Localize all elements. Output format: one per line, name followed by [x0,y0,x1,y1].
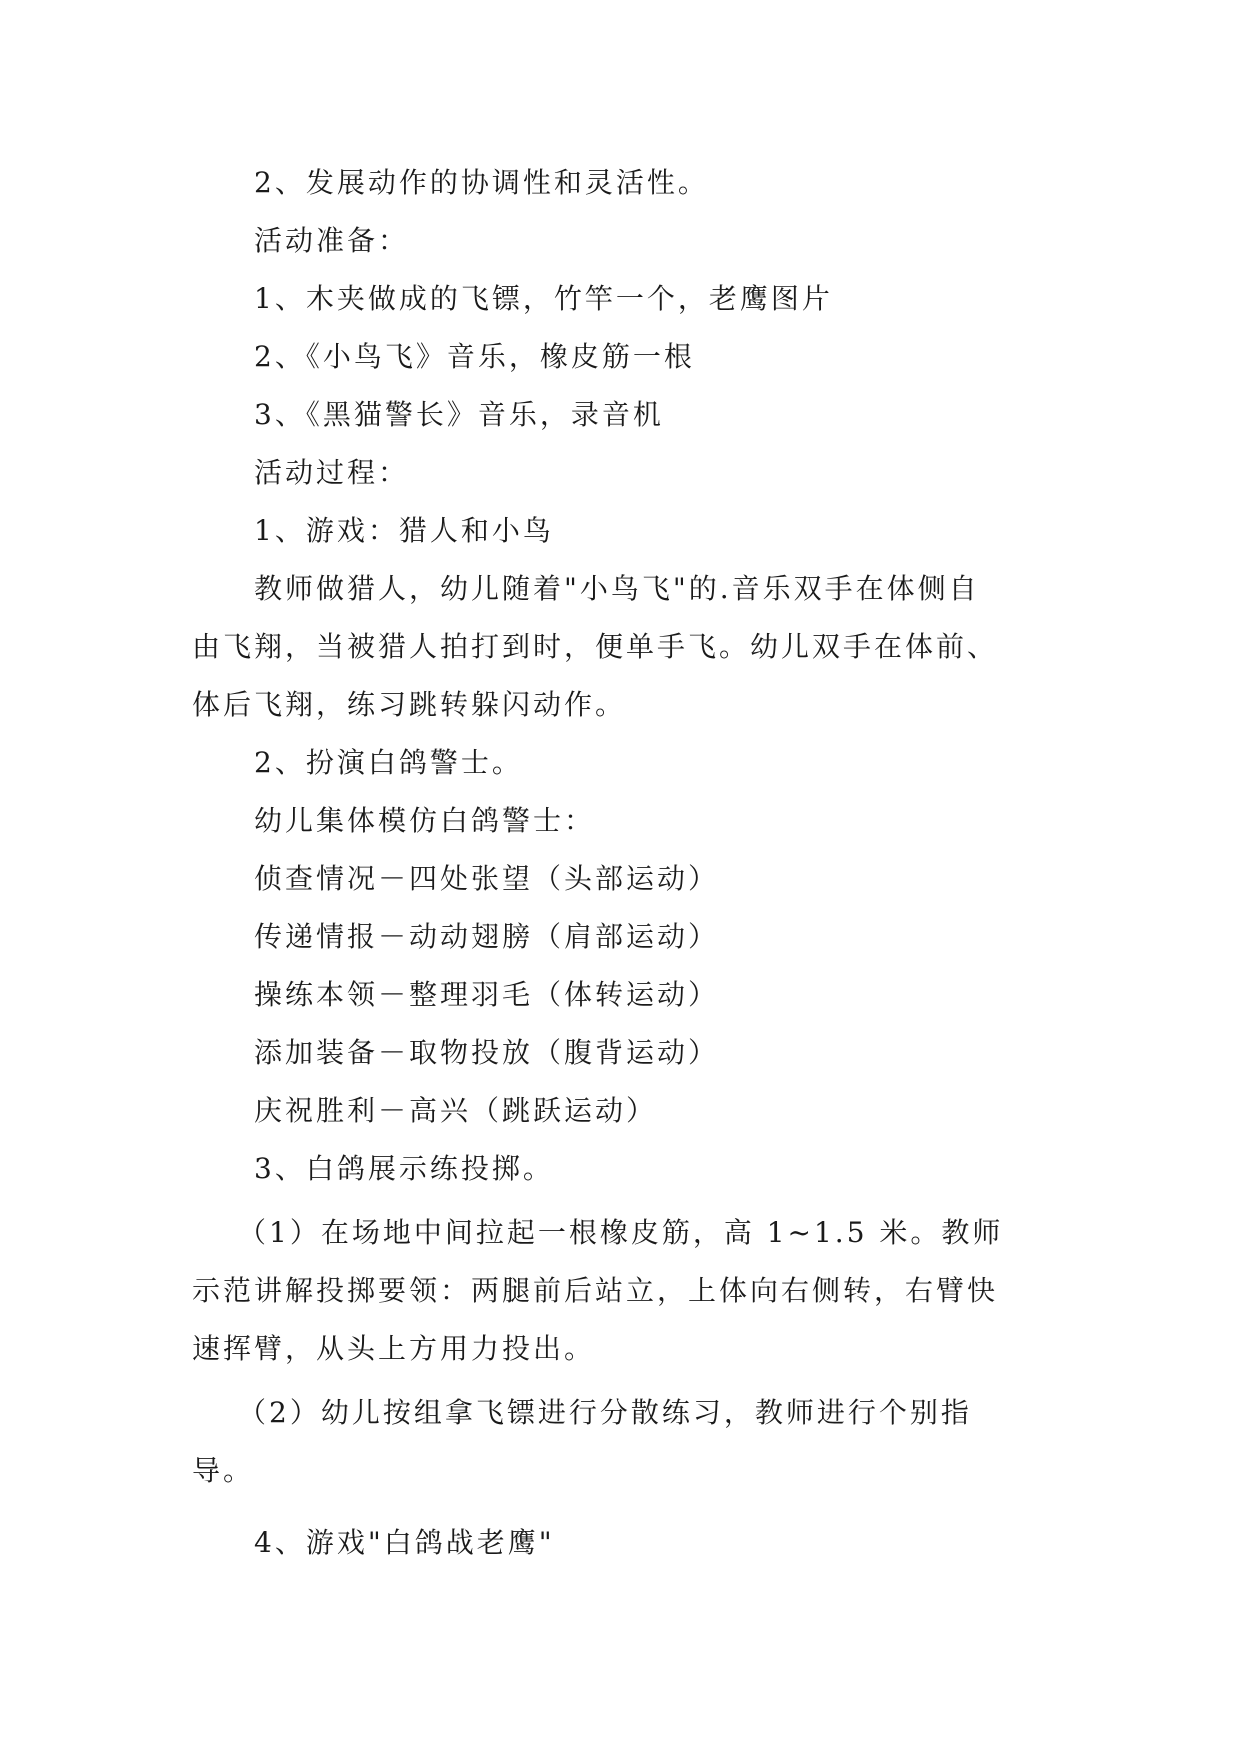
step-2-heading: 2、扮演白鸽警士。 [254,746,523,779]
step-3-heading: 3、白鸽展示练投掷。 [254,1152,554,1185]
paragraph-line: 体后飞翔，练习跳转躲闪动作。 [192,688,627,721]
paragraph-line: 教师做猎人，幼儿随着"小鸟飞"的.音乐双手在体侧自 [254,572,980,605]
step-1-heading: 1、游戏：猎人和小鸟 [254,514,554,547]
step-3-paragraph-2 [192,1384,1052,1500]
paragraph-line: （1）在场地中间拉起一根橡皮筋，高 1~1.5 米。教师 [238,1216,1004,1249]
action-item: 传递情报－动动翅膀（肩部运动） [254,920,720,953]
paragraph-line: 速挥臂，从头上方用力投出。 [192,1332,596,1365]
paragraph-line: （2）幼儿按组拿飞镖进行分散练习，教师进行个别指 [238,1396,972,1429]
step-1-paragraph [192,560,1052,734]
action-item: 侦查情况－四处张望（头部运动） [254,862,720,895]
preparation-item-2: 2、《小鸟飞》音乐，橡皮筋一根 [254,340,695,373]
document-body [192,154,1052,1572]
action-item: 添加装备－取物投放（腹背运动） [254,1036,720,1069]
preparation-item-1: 1、木夹做成的飞镖，竹竿一个，老鹰图片 [254,282,833,315]
step-4-heading: 4、游戏"白鸽战老鹰" [254,1526,555,1559]
step-2-intro: 幼儿集体模仿白鸽警士： [254,804,596,837]
action-item: 庆祝胜利－高兴（跳跃运动） [254,1094,658,1127]
paragraph-line: 导。 [192,1454,255,1487]
step-3-paragraph-1 [192,1204,1052,1378]
preparation-heading: 活动准备： [254,224,410,257]
process-heading: 活动过程： [254,456,410,489]
preparation-item-3: 3、《黑猫警长》音乐，录音机 [254,398,664,431]
paragraph-line: 示范讲解投掷要领：两腿前后站立，上体向右侧转，右臂快 [192,1274,999,1307]
action-item: 操练本领－整理羽毛（体转运动） [254,978,720,1011]
objective-line: 2、发展动作的协调性和灵活性。 [254,166,709,199]
paragraph-line: 由飞翔，当被猎人拍打到时，便单手飞。幼儿双手在体前、 [192,630,999,663]
